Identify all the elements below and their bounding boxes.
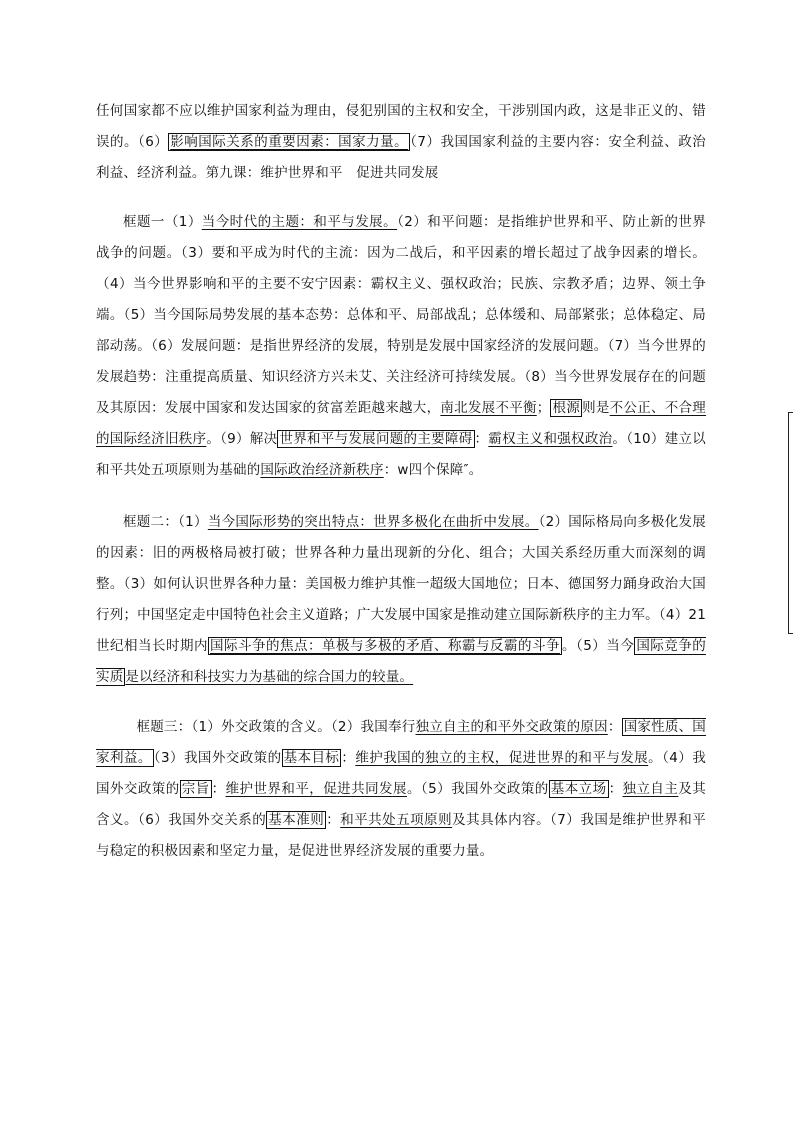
underlined-key-point: 国际政治经济新秩序	[260, 462, 384, 478]
text-run: 及其具体内容。（7）我国是维护世界和平与稳定的积极因素和坚定力量，是促进世界经济发展的重要力量。	[96, 812, 706, 859]
text-run: 。（5）我国外交政策的	[406, 781, 549, 797]
boxed-key-point: 影响国际关系的重要因素：国家力量。	[170, 134, 409, 150]
underlined-key-point: 是以经济和科技实力为基础的综合国力的较量。	[125, 669, 414, 685]
underlined-key-point: 维护我国的独立的主权，促进世界的和平与发展	[355, 750, 649, 766]
paragraph-section-one	[96, 207, 706, 486]
text-run: ；	[536, 400, 551, 416]
text-run: 。（9）解决	[206, 431, 278, 447]
text-run: ：	[341, 750, 356, 766]
text-run: ：w四个保障″。	[383, 462, 483, 478]
text-run: （7）我国国家利益的主要内容：安全利益、政治利益、经济利益。第九课：维护世界和平 促进共同发展	[96, 134, 706, 181]
boxed-key-term: 基本目标	[283, 750, 340, 766]
text-run: 框题三：（1）外交政策的含义。（2）我国奉行	[136, 719, 416, 735]
underlined-key-point: 维护世界和平，促进共同发展	[225, 781, 407, 797]
boxed-key-point: 国际斗争的焦点：单极与多极的矛盾、称霸与反霸的斗争	[210, 638, 560, 654]
text-run: 框题一（1）	[123, 214, 202, 230]
boxed-key-term: 根源	[552, 400, 581, 416]
text-run: 框题二：（1）	[123, 514, 208, 530]
text-run: 及其含义。（6）我国外交关系的	[96, 781, 706, 828]
underlined-key-point: 南北发展不平衡	[440, 400, 537, 416]
underlined-key-point: 霸权主义和强权政治	[488, 431, 613, 447]
text-run: 。（4）我国外交政策的	[96, 750, 706, 797]
underlined-key-point: 当今国际形势的突出特点：世界多极化在曲折中发展。	[207, 514, 539, 530]
text-run: ：	[326, 812, 341, 828]
text-run: ：	[211, 781, 226, 797]
underlined-key-point: 独立自主的和平外交政策的原因	[415, 719, 608, 735]
text-run: ：	[608, 781, 623, 797]
text-run: 则是	[582, 400, 610, 416]
boxed-key-term: 世界和平与发展问题的主要障碍	[279, 431, 473, 447]
underlined-key-point: 和平共处五项原则	[340, 812, 453, 828]
boxed-key-term: 国际竞争的实质	[96, 638, 707, 685]
text-run: ：	[607, 719, 622, 735]
text-run: 。（10）建立以和平共处五项原则为基础的	[96, 431, 706, 478]
margin-bracket	[788, 412, 793, 634]
paragraph-section-two	[96, 507, 706, 693]
text-run: 任何国家都不应以维护国家利益为理由，侵犯别国的主权和安全，干涉别国内政，这是非正义的、错误的。（6）	[96, 103, 706, 150]
boxed-key-term: 基本准则	[268, 812, 325, 828]
paragraph-intro	[96, 96, 706, 189]
underlined-key-point: 不公正、不合理的国际经济旧秩序	[96, 400, 706, 447]
underlined-key-point: 当今时代的主题：和平与发展。	[201, 214, 398, 230]
underlined-key-point: 独立自主	[622, 781, 679, 797]
text-run: ：	[474, 431, 489, 447]
paragraph-section-three	[96, 712, 706, 867]
text-run: （3）我国外交政策的	[153, 750, 282, 766]
boxed-key-term: 宗旨	[181, 781, 210, 797]
boxed-key-term: 国家性质、国家利益。	[96, 719, 707, 766]
text-run: （2）国际格局向多极化发展的因素：旧的两极格局被打破；世界各种力量出现新的分化、组合；大国关系经历重大而深刻的调整。（3）如何认识世界各种力量：美国极力维护其惟一超级大国地位；日本、德国努力踊身政治大国行列；中国坚定走中国特色社会主义道路；广大发展中国家是推动建立国际新秩序的主力军。（4）21世纪相当长时期内	[96, 514, 706, 654]
text-run: （2）和平问题：是指维护世界和平、防止新的世界战争的问题。（3）要和平成为时代的主流：因为二战后，和平因素的增长超过了战争因素的增长。（4）当今世界影响和平的主要不安宁因素：霸权主义、强权政治；民族、宗教矛盾；边界、领土争端。（5）当今国际局势发展的基本态势：总体和平、局部战乱；总体缓和、局部紧张；总体稳定、局部动荡。（6）发展问题：是指世界经济的发展，特别是发展中国家经济的发展问题。（7）当今世界的发展趋势：注重提高质量、知识经济方兴未艾、关注经济可持续发展。（8）当今世界发展存在的问题及其原因：发展中国家和发达国家的贫富差距越来越大，	[96, 214, 706, 416]
text-run: 。（5）当今	[561, 638, 635, 654]
boxed-key-term: 基本立场	[550, 781, 607, 797]
